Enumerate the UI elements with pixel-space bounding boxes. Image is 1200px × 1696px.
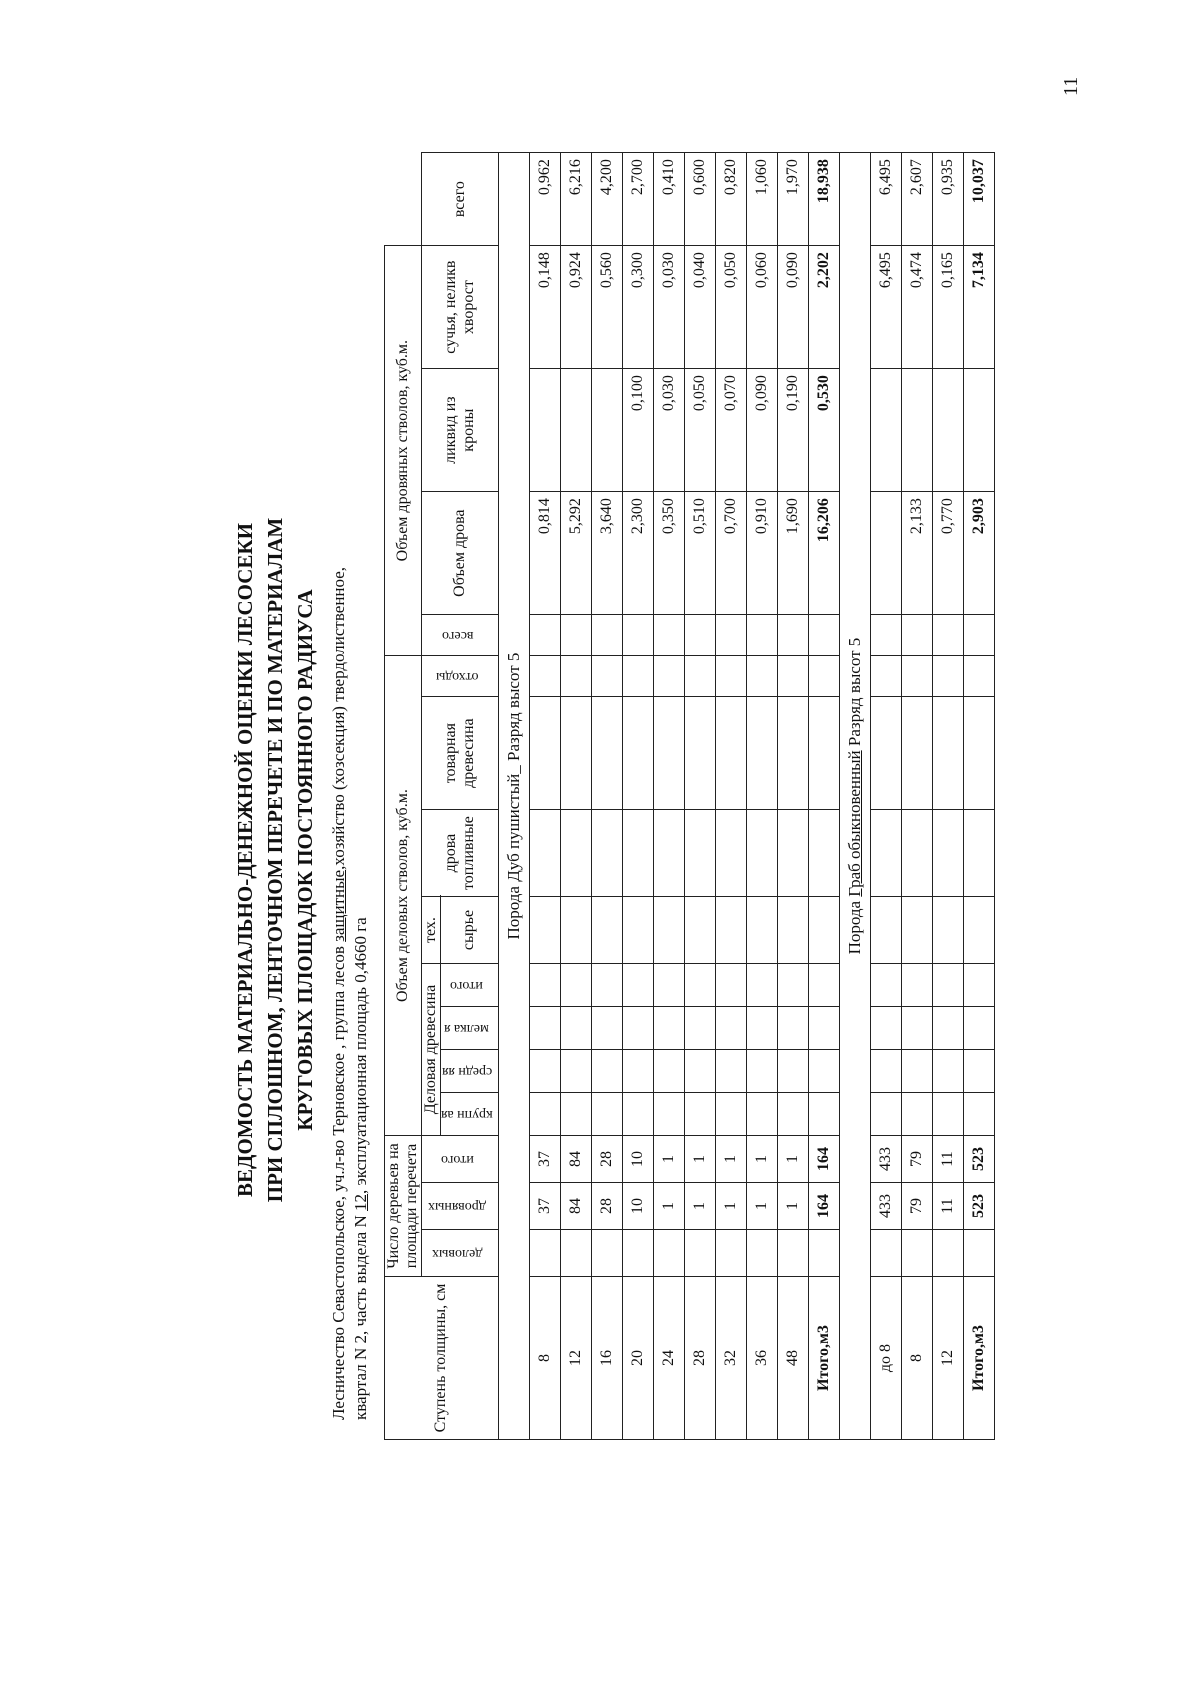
cell-obem-drova: [870, 492, 901, 615]
cell-obem-drova: 5,292: [560, 492, 591, 615]
cell-sredn: [932, 1050, 963, 1093]
header-drov-group: Объем дровяных стволов, куб.м.: [385, 246, 422, 656]
cell-likvid: [963, 369, 994, 492]
cell-syrye: [529, 897, 560, 964]
cell-krupn: [901, 1093, 932, 1136]
cell-syrye: [870, 897, 901, 964]
cell-sredn: [715, 1050, 746, 1093]
cell-tovarnaya: [653, 697, 684, 810]
cell-count-del: [746, 1230, 777, 1277]
cell-suchya: 0,474: [901, 246, 932, 369]
cell-suchya: 0,165: [932, 246, 963, 369]
cell-step: 12: [560, 1277, 591, 1440]
cell-suchya: 0,090: [777, 246, 808, 369]
cell-step: 16: [591, 1277, 622, 1440]
cell-syrye: [715, 897, 746, 964]
cell-step: 8: [529, 1277, 560, 1440]
cell-vsego-del: [529, 615, 560, 656]
table-row: [715, 153, 746, 1440]
cell-count-drov: 11: [932, 1183, 963, 1230]
table-row: [529, 153, 560, 1440]
cell-count-del: [901, 1230, 932, 1277]
cell-vsego-drov: 10,037: [963, 153, 994, 246]
document-title: [230, 120, 320, 1600]
cell-krupn: [808, 1093, 839, 1136]
cell-syrye: [901, 897, 932, 964]
cell-othody: [653, 656, 684, 697]
cell-vsego-del: [901, 615, 932, 656]
cell-count-del: [622, 1230, 653, 1277]
cell-count-itogo: 11: [932, 1136, 963, 1183]
valuation-table: [384, 152, 995, 1440]
meta-part-number: 12: [351, 1194, 370, 1211]
cell-tovarnaya: [963, 697, 994, 810]
cell-obem-drova: 2,300: [622, 492, 653, 615]
cell-step: Итого,м3: [808, 1277, 839, 1440]
cell-likvid: [932, 369, 963, 492]
cell-count-del: [653, 1230, 684, 1277]
cell-likvid: 0,190: [777, 369, 808, 492]
cell-count-itogo: 164: [808, 1136, 839, 1183]
cell-count-itogo: 10: [622, 1136, 653, 1183]
cell-drova-topl: [901, 810, 932, 897]
cell-vsego-drov: 18,938: [808, 153, 839, 246]
cell-melk: [653, 1007, 684, 1050]
meta-line-2: [350, 120, 372, 1420]
header-teh: тех.: [422, 897, 441, 964]
cell-drova-topl: [870, 810, 901, 897]
cell-del-itogo: [591, 964, 622, 1007]
cell-del-itogo: [870, 964, 901, 1007]
cell-likvid: [560, 369, 591, 492]
cell-suchya: 0,050: [715, 246, 746, 369]
section-label-species: Граб обыкновенный: [844, 750, 864, 897]
cell-sredn: [684, 1050, 715, 1093]
table-row: [777, 153, 808, 1440]
cell-tovarnaya: [622, 697, 653, 810]
cell-count-del: [808, 1230, 839, 1277]
cell-likvid: 0,050: [684, 369, 715, 492]
cell-obem-drova: 0,910: [746, 492, 777, 615]
cell-syrye: [591, 897, 622, 964]
cell-syrye: [777, 897, 808, 964]
cell-obem-drova: 0,814: [529, 492, 560, 615]
cell-othody: [963, 656, 994, 697]
cell-melk: [715, 1007, 746, 1050]
cell-suchya: 6,495: [870, 246, 901, 369]
cell-obem-drova: 2,133: [901, 492, 932, 615]
cell-obem-drova: 0,700: [715, 492, 746, 615]
cell-count-drov: 1: [777, 1183, 808, 1230]
cell-drova-topl: [622, 810, 653, 897]
cell-count-del: [591, 1230, 622, 1277]
cell-vsego-del: [653, 615, 684, 656]
cell-vsego-del: [591, 615, 622, 656]
cell-del-itogo: [529, 964, 560, 1007]
cell-sredn: [808, 1050, 839, 1093]
cell-drova-topl: [746, 810, 777, 897]
cell-othody: [932, 656, 963, 697]
cell-vsego-drov: 0,935: [932, 153, 963, 246]
cell-syrye: [746, 897, 777, 964]
cell-drova-topl: [963, 810, 994, 897]
section-label: [839, 153, 870, 1440]
cell-drova-topl: [653, 810, 684, 897]
cell-del-itogo: [746, 964, 777, 1007]
header-count-itogo: итого: [440, 1152, 474, 1167]
cell-othody: [870, 656, 901, 697]
section-label-row: [839, 153, 870, 1440]
cell-tovarnaya: [932, 697, 963, 810]
cell-step: 24: [653, 1277, 684, 1440]
cell-likvid: 0,530: [808, 369, 839, 492]
cell-count-del: [560, 1230, 591, 1277]
header-melk: мелка я: [444, 1021, 490, 1036]
cell-count-itogo: 1: [715, 1136, 746, 1183]
cell-sredn: [591, 1050, 622, 1093]
header-count-group: Число деревьев на площади перечета: [385, 1136, 422, 1277]
cell-krupn: [963, 1093, 994, 1136]
cell-othody: [529, 656, 560, 697]
cell-step: 20: [622, 1277, 653, 1440]
cell-syrye: [653, 897, 684, 964]
header-syrye: сырье: [441, 897, 499, 964]
meta-line-1: [328, 120, 350, 1420]
cell-del-itogo: [684, 964, 715, 1007]
cell-suchya: 0,030: [653, 246, 684, 369]
header-tovarnaya: товарная древесина: [422, 697, 499, 810]
header-sredn: средн яя: [441, 1064, 492, 1079]
cell-drova-topl: [684, 810, 715, 897]
cell-tovarnaya: [746, 697, 777, 810]
cell-count-drov: 84: [560, 1183, 591, 1230]
cell-melk: [901, 1007, 932, 1050]
cell-sredn: [777, 1050, 808, 1093]
cell-vsego-del: [777, 615, 808, 656]
cell-count-del: [777, 1230, 808, 1277]
cell-step: 32: [715, 1277, 746, 1440]
cell-othody: [808, 656, 839, 697]
cell-count-itogo: 1: [684, 1136, 715, 1183]
cell-sredn: [560, 1050, 591, 1093]
cell-step: 36: [746, 1277, 777, 1440]
cell-obem-drova: 2,903: [963, 492, 994, 615]
cell-obem-drova: 3,640: [591, 492, 622, 615]
cell-sredn: [746, 1050, 777, 1093]
header-krupn: крупн ая: [441, 1107, 493, 1122]
cell-tovarnaya: [808, 697, 839, 810]
total-row: [808, 153, 839, 1440]
cell-count-itogo: 433: [870, 1136, 901, 1183]
cell-suchya: 0,060: [746, 246, 777, 369]
cell-count-itogo: 28: [591, 1136, 622, 1183]
cell-sredn: [529, 1050, 560, 1093]
table-row: [684, 153, 715, 1440]
cell-del-itogo: [963, 964, 994, 1007]
cell-tovarnaya: [715, 697, 746, 810]
header-likvid: ликвид из кроны: [422, 369, 499, 492]
cell-vsego-drov: 0,410: [653, 153, 684, 246]
cell-del-itogo: [932, 964, 963, 1007]
cell-del-itogo: [653, 964, 684, 1007]
cell-suchya: 0,560: [591, 246, 622, 369]
cell-melk: [746, 1007, 777, 1050]
table-row: [560, 153, 591, 1440]
cell-othody: [622, 656, 653, 697]
cell-suchya: 2,202: [808, 246, 839, 369]
cell-likvid: [901, 369, 932, 492]
cell-drova-topl: [715, 810, 746, 897]
cell-vsego-drov: 1,970: [777, 153, 808, 246]
meta-economy: ,хозяйство (хозсекция) твердолиственное,: [329, 566, 348, 870]
section-label-row: [498, 153, 529, 1440]
header-del-wood: Деловая древесина: [422, 964, 441, 1136]
cell-melk: [622, 1007, 653, 1050]
cell-melk: [777, 1007, 808, 1050]
cell-drova-topl: [932, 810, 963, 897]
cell-obem-drova: 16,206: [808, 492, 839, 615]
cell-obem-drova: 0,770: [932, 492, 963, 615]
cell-tovarnaya: [901, 697, 932, 810]
cell-vsego-drov: 6,495: [870, 153, 901, 246]
cell-count-itogo: 37: [529, 1136, 560, 1183]
cell-vsego-drov: 1,060: [746, 153, 777, 246]
cell-vsego-del: [746, 615, 777, 656]
cell-obem-drova: 0,350: [653, 492, 684, 615]
table-row: [932, 153, 963, 1440]
section-label-a: Порода: [844, 896, 864, 955]
cell-vsego-del: [684, 615, 715, 656]
section-label-a: Порода Дуб пушистый_ Разряд высот 5: [503, 652, 523, 940]
cell-melk: [963, 1007, 994, 1050]
header-othody: отходы: [436, 669, 479, 685]
title-line-1: ВЕДОМОСТЬ МАТЕРИАЛЬНО-ДЕНЕЖНОЙ ОЦЕНКИ ЛЕСОСЕКИ: [233, 523, 257, 1197]
cell-obem-drova: 1,690: [777, 492, 808, 615]
cell-vsego-drov: 0,962: [529, 153, 560, 246]
header-count-drov: дровяных: [428, 1199, 487, 1214]
cell-del-itogo: [901, 964, 932, 1007]
cell-del-itogo: [560, 964, 591, 1007]
cell-othody: [777, 656, 808, 697]
meta-forest-group: защитные: [329, 869, 348, 942]
table-row: [901, 153, 932, 1440]
cell-count-del: [870, 1230, 901, 1277]
cell-othody: [684, 656, 715, 697]
cell-vsego-del: [963, 615, 994, 656]
cell-drova-topl: [560, 810, 591, 897]
cell-suchya: 7,134: [963, 246, 994, 369]
cell-vsego-drov: 2,607: [901, 153, 932, 246]
meta-quarter: квартал N 2, часть выдела N: [351, 1211, 370, 1420]
cell-vsego-del: [715, 615, 746, 656]
cell-count-drov: 164: [808, 1183, 839, 1230]
cell-krupn: [715, 1093, 746, 1136]
cell-syrye: [684, 897, 715, 964]
cell-vsego-del: [808, 615, 839, 656]
cell-del-itogo: [808, 964, 839, 1007]
cell-count-drov: 1: [746, 1183, 777, 1230]
cell-drova-topl: [808, 810, 839, 897]
cell-suchya: 0,148: [529, 246, 560, 369]
page-number: 11: [1060, 76, 1082, 96]
cell-likvid: 0,070: [715, 369, 746, 492]
cell-likvid: 0,090: [746, 369, 777, 492]
header-del-itogo: итого: [450, 978, 484, 993]
section-label: [498, 153, 529, 1440]
cell-vsego-drov: 6,216: [560, 153, 591, 246]
cell-krupn: [870, 1093, 901, 1136]
header-del-group: Объем деловых стволов, куб.м.: [385, 656, 422, 1136]
cell-melk: [560, 1007, 591, 1050]
cell-syrye: [932, 897, 963, 964]
cell-drova-topl: [591, 810, 622, 897]
table-row: [591, 153, 622, 1440]
cell-likvid: [870, 369, 901, 492]
table-row: [746, 153, 777, 1440]
document-rotated: [230, 120, 1050, 1600]
cell-del-itogo: [777, 964, 808, 1007]
cell-vsego-drov: 2,700: [622, 153, 653, 246]
cell-tovarnaya: [560, 697, 591, 810]
cell-othody: [715, 656, 746, 697]
cell-syrye: [808, 897, 839, 964]
cell-krupn: [653, 1093, 684, 1136]
cell-likvid: 0,100: [622, 369, 653, 492]
title-line-2: ПРИ СПЛОШНОМ, ЛЕНТОЧНОМ ПЕРЕЧЕТЕ И ПО МАТЕРИАЛАМ: [263, 517, 287, 1203]
cell-step: 48: [777, 1277, 808, 1440]
cell-krupn: [529, 1093, 560, 1136]
cell-sredn: [963, 1050, 994, 1093]
header-obem-drova: Объем дрова: [422, 492, 499, 615]
cell-drova-topl: [777, 810, 808, 897]
cell-count-drov: 28: [591, 1183, 622, 1230]
cell-count-itogo: 1: [746, 1136, 777, 1183]
header-vsego-del: всего: [441, 628, 474, 644]
cell-step: 8: [901, 1277, 932, 1440]
cell-othody: [746, 656, 777, 697]
cell-count-drov: 1: [653, 1183, 684, 1230]
cell-melk: [591, 1007, 622, 1050]
cell-syrye: [560, 897, 591, 964]
cell-krupn: [684, 1093, 715, 1136]
cell-count-del: [529, 1230, 560, 1277]
cell-melk: [684, 1007, 715, 1050]
cell-count-itogo: 1: [777, 1136, 808, 1183]
cell-obem-drova: 0,510: [684, 492, 715, 615]
cell-syrye: [622, 897, 653, 964]
cell-count-del: [963, 1230, 994, 1277]
cell-count-itogo: 79: [901, 1136, 932, 1183]
header-step: Ступень толщины, см: [385, 1277, 499, 1440]
cell-likvid: [591, 369, 622, 492]
cell-count-itogo: 84: [560, 1136, 591, 1183]
header-count-del: деловых: [432, 1246, 483, 1261]
cell-step: 28: [684, 1277, 715, 1440]
header-vsego-drov: всего: [422, 153, 499, 246]
cell-count-drov: 37: [529, 1183, 560, 1230]
meta-forestry: Лесничество Севастопольское, уч.л-во Терновское , группа лесов: [329, 941, 348, 1420]
cell-count-del: [715, 1230, 746, 1277]
section-label-b: Разряд высот 5: [844, 637, 864, 751]
cell-likvid: 0,030: [653, 369, 684, 492]
cell-melk: [808, 1007, 839, 1050]
document-meta: [328, 120, 372, 1420]
cell-othody: [901, 656, 932, 697]
cell-tovarnaya: [529, 697, 560, 810]
cell-count-drov: 1: [715, 1183, 746, 1230]
title-line-3: КРУГОВЫХ ПЛОЩАДОК ПОСТОЯННОГО РАДИУСА: [293, 589, 317, 1131]
cell-suchya: 0,924: [560, 246, 591, 369]
cell-krupn: [932, 1093, 963, 1136]
cell-del-itogo: [622, 964, 653, 1007]
cell-count-drov: 10: [622, 1183, 653, 1230]
cell-count-drov: 433: [870, 1183, 901, 1230]
cell-krupn: [746, 1093, 777, 1136]
cell-step: Итого,м3: [963, 1277, 994, 1440]
cell-melk: [529, 1007, 560, 1050]
cell-count-del: [932, 1230, 963, 1277]
cell-count-drov: 1: [684, 1183, 715, 1230]
cell-krupn: [777, 1093, 808, 1136]
cell-step: 12: [932, 1277, 963, 1440]
header-drova-topl: дрова топливные: [422, 810, 499, 897]
cell-vsego-del: [622, 615, 653, 656]
cell-step: до 8: [870, 1277, 901, 1440]
cell-suchya: 0,300: [622, 246, 653, 369]
cell-vsego-del: [932, 615, 963, 656]
cell-vsego-drov: 0,820: [715, 153, 746, 246]
cell-melk: [932, 1007, 963, 1050]
cell-count-drov: 79: [901, 1183, 932, 1230]
cell-vsego-del: [560, 615, 591, 656]
meta-area: , эксплуатационная площадь 0,4660 га: [351, 917, 370, 1194]
cell-vsego-drov: 4,200: [591, 153, 622, 246]
table-row: [653, 153, 684, 1440]
cell-suchya: 0,040: [684, 246, 715, 369]
cell-count-itogo: 523: [963, 1136, 994, 1183]
cell-drova-topl: [529, 810, 560, 897]
cell-count-drov: 523: [963, 1183, 994, 1230]
cell-vsego-del: [870, 615, 901, 656]
cell-del-itogo: [715, 964, 746, 1007]
cell-sredn: [653, 1050, 684, 1093]
header-suchya: сучья, неликв хворост: [422, 246, 499, 369]
cell-sredn: [870, 1050, 901, 1093]
cell-vsego-drov: 0,600: [684, 153, 715, 246]
cell-othody: [591, 656, 622, 697]
cell-tovarnaya: [684, 697, 715, 810]
cell-melk: [870, 1007, 901, 1050]
cell-othody: [560, 656, 591, 697]
table-row: [870, 153, 901, 1440]
cell-tovarnaya: [591, 697, 622, 810]
total-row: [963, 153, 994, 1440]
table-row: [622, 153, 653, 1440]
cell-krupn: [591, 1093, 622, 1136]
cell-sredn: [622, 1050, 653, 1093]
cell-likvid: [529, 369, 560, 492]
cell-syrye: [963, 897, 994, 964]
cell-sredn: [901, 1050, 932, 1093]
cell-count-itogo: 1: [653, 1136, 684, 1183]
cell-tovarnaya: [870, 697, 901, 810]
cell-count-del: [684, 1230, 715, 1277]
cell-tovarnaya: [777, 697, 808, 810]
cell-krupn: [622, 1093, 653, 1136]
cell-krupn: [560, 1093, 591, 1136]
